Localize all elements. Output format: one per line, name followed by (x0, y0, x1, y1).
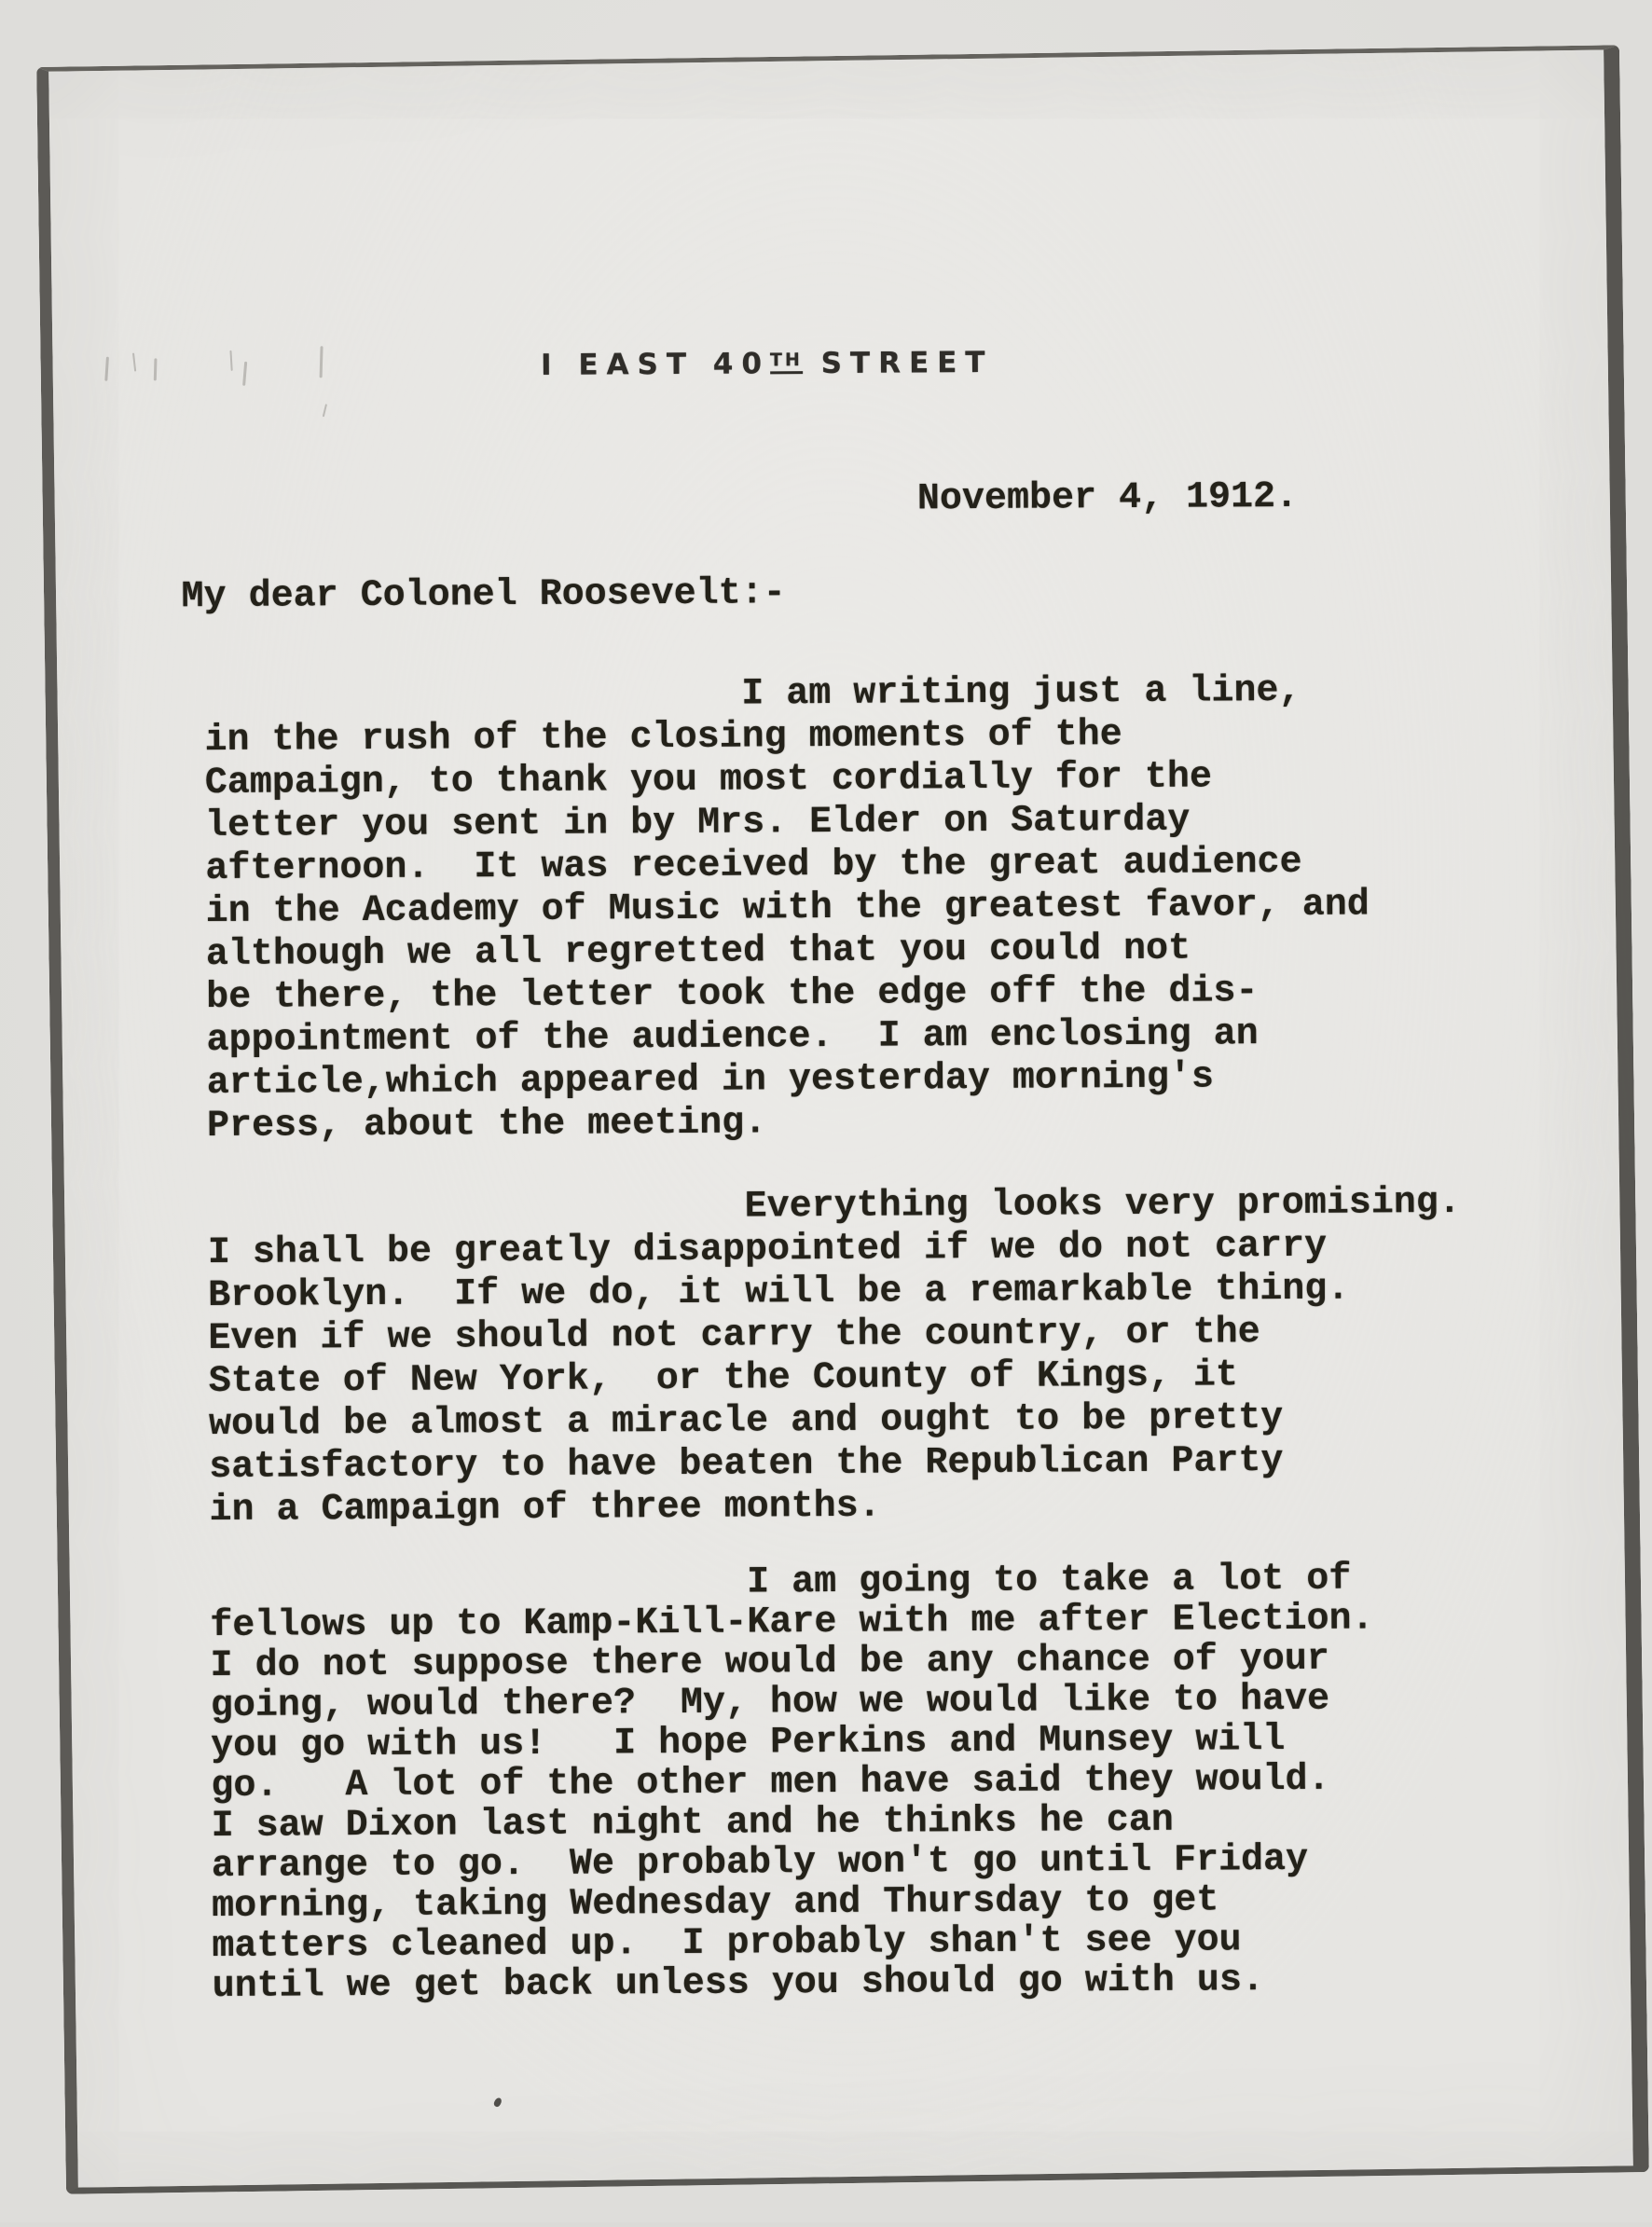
typed-line: I saw Dixon last night and he thinks he can (211, 1799, 1174, 1849)
letterhead-street-start: I EAST 40 (540, 347, 771, 382)
pencil-mark (104, 357, 109, 381)
typed-line: Even if we should not carry the country, or the (208, 1312, 1260, 1361)
pencil-mark (323, 404, 327, 417)
letterhead-street-end: STREET (802, 345, 994, 381)
salutation-line: My dear Colonel Roosevelt:- (181, 572, 786, 619)
typed-line: morning, taking Wednesday and Thursday to get (212, 1879, 1219, 1929)
pencil-mark (132, 352, 136, 371)
letterhead-address (541, 346, 994, 382)
typed-line: Press, about the meeting. (206, 1102, 767, 1148)
pencil-mark (154, 358, 158, 380)
typed-line: Brooklyn. If we do, it will be a remarkable thing. (208, 1268, 1350, 1318)
typed-line: Everything looks very promising. (207, 1181, 1461, 1232)
typed-line: letter you sent in by Mrs. Elder on Saturday (204, 799, 1191, 848)
ink-dot-artifact (493, 2096, 503, 2108)
typed-line: in a Campaign of three months. (209, 1485, 881, 1533)
body-paragraph-1 (204, 669, 1370, 1148)
typed-line: matters cleaned up. I probably shan't see you (212, 1919, 1242, 1969)
typed-line: arrange to go. We probably won't go until Friday (211, 1838, 1309, 1889)
typed-line: satisfactory to have beaten the Republican Party (209, 1440, 1284, 1490)
typed-line: I am going to take a lot of (209, 1558, 1352, 1608)
typed-line: in the rush of the closing moments of the (204, 714, 1122, 763)
typed-line: fellows up to Kamp-Kill-Kare with me after Election. (210, 1598, 1374, 1648)
typed-line: article,which appeared in yesterday morning's (206, 1056, 1215, 1106)
typed-line: until we get back unless you should go with us. (212, 1959, 1265, 2009)
typed-line: I shall be greatly disappointed if we do not carry (207, 1225, 1328, 1275)
letterhead-ordinal-superscript: TH (770, 350, 803, 374)
typed-line: appointment of the audience. I am enclosing an (206, 1013, 1259, 1063)
typed-line: in the Academy of Music with the greatest favor, and (205, 884, 1370, 934)
typed-line: Campaign, to thank you most cordially for the (204, 756, 1213, 805)
typed-line: would be almost a miracle and ought to be pretty (208, 1397, 1284, 1447)
typed-line: I am writing just a line, (204, 669, 1301, 720)
typed-line: State of New York, or the County of Kings, it (208, 1354, 1239, 1404)
typed-line: go. A lot of the other men have said they would. (211, 1758, 1330, 1808)
typed-line: although we all regretted that you could not (205, 928, 1191, 977)
pencil-mark (242, 362, 247, 386)
pencil-mark (229, 351, 232, 371)
typed-line: afternoon. It was received by the great audience (205, 841, 1302, 891)
body-paragraph-2 (208, 1182, 1463, 1533)
typed-line: I do not suppose there would be any chance of your (210, 1638, 1329, 1688)
typed-line: going, would there? My, how we would like to have (210, 1678, 1330, 1728)
date-line: November 4, 1912. (916, 475, 1299, 521)
pencil-mark (320, 346, 324, 378)
typed-line: you go with us! I hope Perkins and Munsey will (211, 1719, 1286, 1768)
body-paragraph-3 (210, 1559, 1376, 2007)
typed-line: be there, the letter took the edge off the dis- (206, 970, 1259, 1020)
